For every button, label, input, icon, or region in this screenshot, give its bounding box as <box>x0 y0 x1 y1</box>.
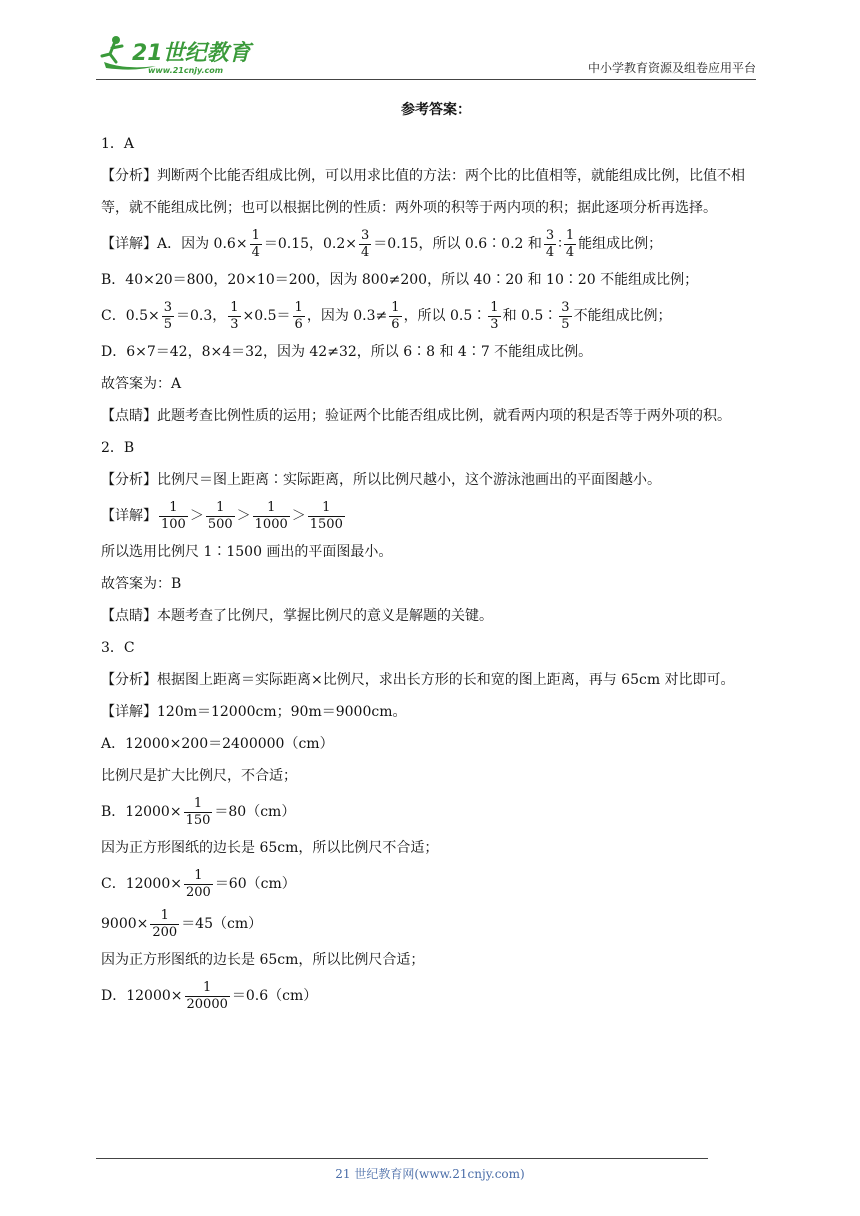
fraction: $\frac{1}{6}$ <box>391 299 400 332</box>
text: 不能组成比例； <box>573 308 672 324</box>
q3-option-a-note: 比例尺是扩大比例尺，不合适； <box>101 768 297 784</box>
text: B．12000× <box>101 804 182 820</box>
page-header <box>96 28 756 80</box>
text: ＝80（cm） <box>214 804 296 820</box>
detail-label: 【详解】 <box>101 236 157 252</box>
q3-option-c <box>101 864 771 904</box>
q3-option-c-width <box>101 904 771 944</box>
fraction: $\frac{1}{4}$ <box>251 227 260 260</box>
q2-comment: 【点睛】本题考查了比例尺，掌握比例尺的意义是解题的关键。 <box>101 608 493 624</box>
fraction: $\frac{3}{4}$ <box>361 227 370 260</box>
text: ＝45（cm） <box>181 916 263 932</box>
q2-analysis: 【分析】比例尺＝图上距离∶实际距离，所以比例尺越小，这个游泳池画出的平面图越小。 <box>101 472 661 488</box>
text: ＝0.15，0.2× <box>263 236 358 252</box>
gt-symbol: ＞ <box>291 508 306 524</box>
gt-symbol: ＞ <box>189 508 204 524</box>
fraction: $\frac{1}{200}$ <box>185 867 211 900</box>
fraction: $\frac{1}{200}$ <box>152 907 178 940</box>
fraction: $\frac{3}{5}$ <box>561 299 570 332</box>
site-name: 中小学教育资源及组卷应用平台 <box>587 61 756 75</box>
q2-answer: 故答案为：B <box>101 576 182 592</box>
fraction: $\frac{1}{1000}$ <box>254 499 288 532</box>
fraction: $\frac{1}{150}$ <box>185 795 211 828</box>
fraction: $\frac{3}{5}$ <box>163 299 172 332</box>
fraction: $\frac{1}{3}$ <box>490 299 499 332</box>
detail-label: 【详解】 <box>101 508 157 524</box>
logo-text: 21世纪教育 <box>132 41 251 66</box>
q1-detail-c <box>101 296 771 336</box>
text: C．12000× <box>101 876 182 892</box>
answer-content <box>101 92 771 1016</box>
text: 和 0.5∶ <box>502 308 558 324</box>
q3-option-b <box>101 792 771 832</box>
text: 9000× <box>101 916 149 932</box>
fraction: $\frac{3}{4}$ <box>545 227 555 260</box>
text: ＝60（cm） <box>214 876 296 892</box>
fraction: $\frac{1}{3}$ <box>230 299 239 332</box>
fraction: $\frac{1}{500}$ <box>207 499 233 532</box>
q3-option-b-note: 因为正方形图纸的边长是 65cm，所以比例尺不合适； <box>101 840 439 856</box>
q1-detail-b: B．40×20＝800，20×10＝200，因为 800≠200，所以 40∶20 和 10∶20 不能组成比例； <box>101 272 699 288</box>
header-divider <box>96 79 756 80</box>
q3-analysis: 【分析】根据图上距离＝实际距离×比例尺，求出长方形的长和宽的图上距离，再与 65cm 对比即可。 <box>101 672 735 688</box>
text: ，所以 0.5∶ <box>403 308 487 324</box>
text: 能组成比例； <box>578 236 663 252</box>
page-title: 参考答案： <box>401 102 471 118</box>
q3-detail: 【详解】120m＝12000cm；90m＝9000cm。 <box>101 704 407 720</box>
fraction: $\frac{1}{20000}$ <box>186 979 228 1012</box>
q3-option-d <box>101 976 771 1016</box>
q2-detail <box>101 496 771 536</box>
fraction: $\frac{1}{6}$ <box>294 299 303 332</box>
q1-detail-d: D．6×7＝42，8×4＝32，因为 42≠32，所以 6∶8 和 4∶7 不能组成比例。 <box>101 344 593 360</box>
text: ∶ <box>558 236 562 252</box>
fraction: $\frac{1}{4}$ <box>565 227 575 260</box>
text: D．12000× <box>101 988 183 1004</box>
21cnjy-logo <box>96 32 266 76</box>
q3-number: 3．C <box>101 640 135 656</box>
q3-option-c-note: 因为正方形图纸的边长是 65cm，所以比例尺合适； <box>101 952 425 968</box>
q1-answer: 故答案为：A <box>101 376 182 392</box>
text: ＝0.3， <box>176 308 227 324</box>
text: ＝0.15，所以 0.6∶0.2 和 <box>373 236 542 252</box>
footer-divider <box>96 1158 708 1159</box>
q1-comment: 【点睛】此题考查比例性质的运用；验证两个比能否组成比例，就看两内项的积是否等于两外项的积。 <box>101 408 731 424</box>
text: ×0.5＝ <box>242 308 291 324</box>
text: A．因为 0.6× <box>157 236 248 252</box>
gt-symbol: ＞ <box>236 508 251 524</box>
page-footer[interactable]: 21 世纪教育网(www.21cnjy.com) <box>335 1167 525 1181</box>
text: C．0.5× <box>101 308 160 324</box>
q1-detail-a <box>101 224 771 264</box>
q2-conclusion: 所以选用比例尺 1∶1500 画出的平面图最小。 <box>101 544 393 560</box>
q2-number: 2．B <box>101 440 135 456</box>
q1-analysis: 【分析】判断两个比能否组成比例，可以用求比值的方法：两个比的比值相等，就能组成比例，比值不相等，就不能组成比例；也可以根据比例的性质：两外项的积等于两内项的积；据此逐项分析再选择。 <box>101 168 745 216</box>
q1-number: 1．A <box>101 136 135 152</box>
logo-url: www.21cnjy.com <box>148 66 224 75</box>
text: ，因为 0.3≠ <box>306 308 388 324</box>
fraction: $\frac{1}{100}$ <box>161 499 186 532</box>
q3-option-a: A．12000×200＝2400000（cm） <box>101 736 334 752</box>
fraction: $\frac{1}{1500}$ <box>309 499 343 532</box>
text: ＝0.6（cm） <box>231 988 318 1004</box>
